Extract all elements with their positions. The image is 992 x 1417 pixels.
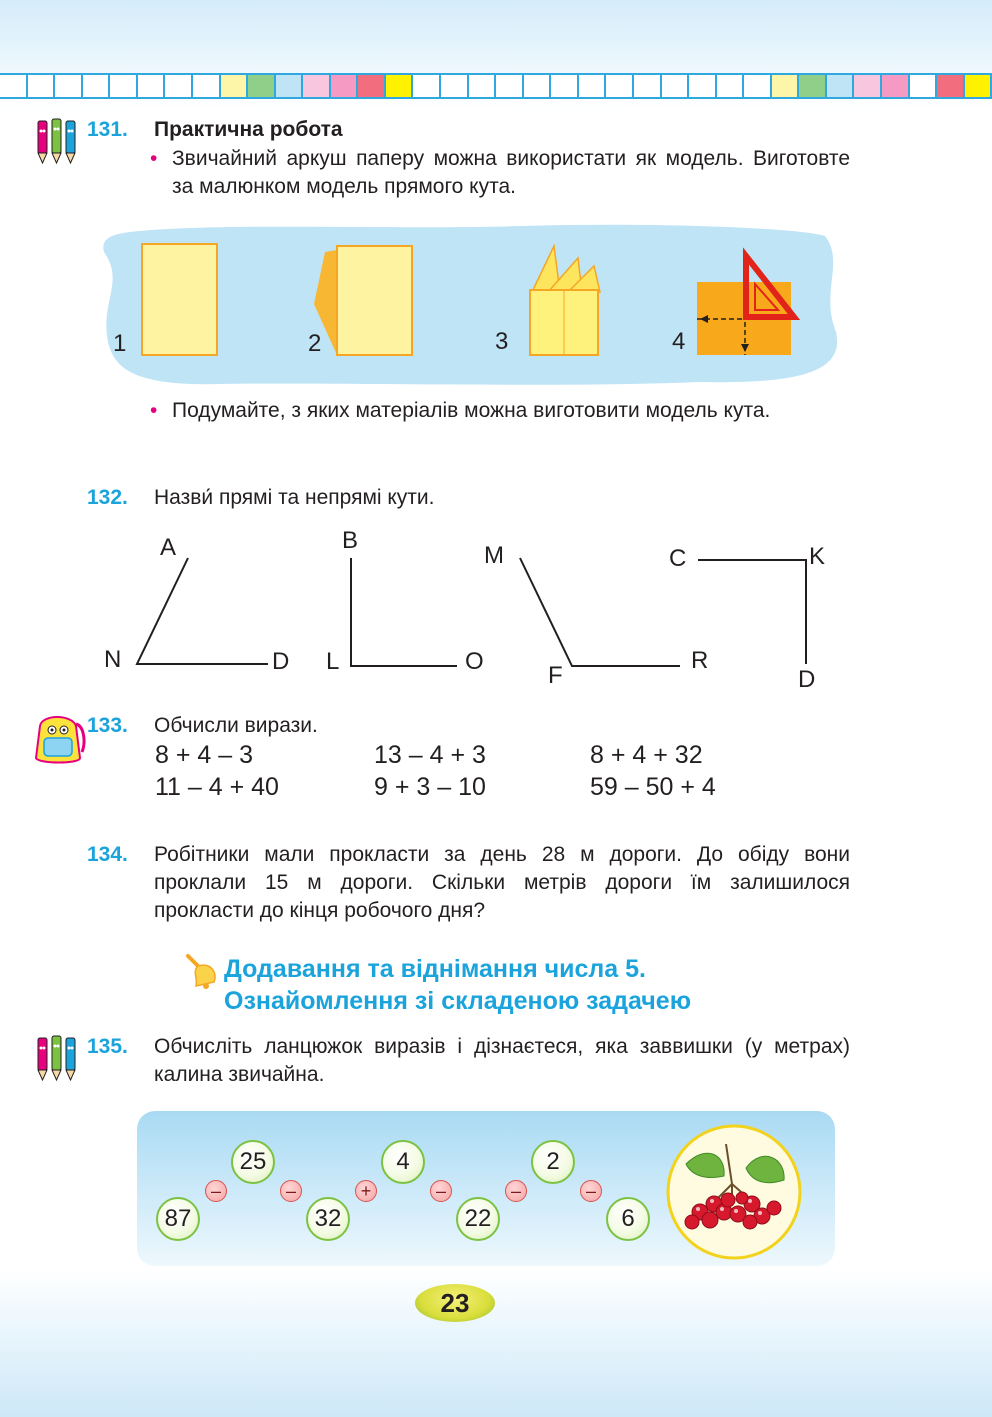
strip-cell <box>742 73 772 99</box>
pencils-icon <box>32 117 84 167</box>
chain-operator: – <box>205 1180 227 1202</box>
strip-cell <box>770 73 800 99</box>
chain-operator: – <box>580 1180 602 1202</box>
task-133-text: Обчисли вирази. <box>154 714 318 737</box>
angle-1-point-a: A <box>160 534 177 561</box>
expression: 11 – 4 + 40 <box>155 773 279 801</box>
chain-number: 32 <box>306 1197 350 1241</box>
strip-cell <box>549 73 579 99</box>
strip-cell <box>274 73 304 99</box>
strip-cell <box>494 73 524 99</box>
strip-cell <box>852 73 882 99</box>
task-134-text: Робітники мали прокласти за день 28 м дороги. До обіду вони проклали 15 м дороги. Скільки метрів дороги їм залишилося прокласти до кінця робочого дня? <box>154 843 850 922</box>
strip-cell <box>191 73 221 99</box>
chain-number: 2 <box>531 1140 575 1184</box>
chain-number: 87 <box>156 1197 200 1241</box>
expression: 8 + 4 + 32 <box>590 741 703 769</box>
angle-3-point-r: R <box>691 647 709 674</box>
expression: 8 + 4 – 3 <box>155 741 253 769</box>
task-131-number: 131. <box>87 118 128 141</box>
task-135-text: Обчисліть ланцюжок виразів і дізнаєтеся, яка заввишки (у метрах) калина звичайна. <box>154 1035 850 1086</box>
angle-2-point-b: B <box>342 527 359 554</box>
chain-operator: – <box>280 1180 302 1202</box>
figure-label-1: 1 <box>113 330 127 357</box>
strip-cell <box>935 73 965 99</box>
bullet-icon: • <box>150 399 158 422</box>
angle-2-point-o: O <box>465 648 484 675</box>
strip-cell <box>687 73 717 99</box>
strip-cell <box>136 73 166 99</box>
strip-cell <box>825 73 855 99</box>
expression: 13 – 4 + 3 <box>374 741 486 769</box>
figure-label-2: 2 <box>308 330 322 357</box>
angle-1-point-d: D <box>272 648 290 675</box>
strip-cell <box>577 73 607 99</box>
strip-cell <box>329 73 359 99</box>
strip-cell <box>908 73 938 99</box>
backpack-icon <box>30 712 86 766</box>
pencils-icon <box>32 1034 84 1084</box>
strip-cell <box>163 73 193 99</box>
task-131-bullet-2: Подумайте, з яких матеріалів можна виготовити модель кута. <box>172 399 771 422</box>
bell-icon <box>184 952 220 992</box>
figure-label-3: 3 <box>495 328 509 355</box>
chain-operator: + <box>355 1180 377 1202</box>
task-134-number: 134. <box>87 843 128 866</box>
strip-cell <box>301 73 331 99</box>
angle-3-point-m: M <box>484 542 504 569</box>
strip-cell <box>411 73 441 99</box>
strip-cell <box>0 73 28 99</box>
angle-4-point-d: D <box>798 666 816 693</box>
task-135-number: 135. <box>87 1035 128 1058</box>
strip-cell <box>715 73 745 99</box>
chain-operator: – <box>505 1180 527 1202</box>
chain-number: 22 <box>456 1197 500 1241</box>
angle-4-point-c: C <box>669 545 687 572</box>
figure-label-4: 4 <box>672 328 686 355</box>
decorative-color-strip <box>0 73 992 99</box>
expression: 59 – 50 + 4 <box>590 773 716 801</box>
strip-cell <box>108 73 138 99</box>
viburnum-berries-illustration <box>666 1124 802 1260</box>
strip-cell <box>522 73 552 99</box>
task-132-text: Назви́ прямі та непрямі кути. <box>154 486 435 509</box>
angle-2-point-l: L <box>326 648 340 675</box>
chain-number: 4 <box>381 1140 425 1184</box>
strip-cell <box>384 73 414 99</box>
strip-cell <box>53 73 83 99</box>
chain-operator: – <box>430 1180 452 1202</box>
angle-3-point-f: F <box>548 662 563 689</box>
task-133-number: 133. <box>87 714 128 737</box>
chain-number: 6 <box>606 1197 650 1241</box>
section-heading-line-2: Ознайомлення зі складеною задачею <box>224 987 692 1015</box>
strip-cell <box>81 73 111 99</box>
strip-cell <box>797 73 827 99</box>
task-131-title: Практична робота <box>154 118 343 141</box>
expression: 9 + 3 – 10 <box>374 773 486 801</box>
strip-cell <box>439 73 469 99</box>
strip-cell <box>467 73 497 99</box>
task-132-number: 132. <box>87 486 128 509</box>
page-number: 23 <box>415 1284 495 1322</box>
strip-cell <box>26 73 56 99</box>
angle-4-point-k: K <box>809 543 826 570</box>
strip-cell <box>632 73 662 99</box>
paper-folding-illustration <box>100 222 845 388</box>
section-heading-line-1: Додавання та віднімання числа 5. <box>224 955 646 983</box>
angle-1-point-n: N <box>104 646 122 673</box>
strip-cell <box>963 73 992 99</box>
strip-cell <box>219 73 249 99</box>
task-131-bullet-1: Звичайний аркуш паперу можна використати як модель. Виготовте за малюнком модель прямого кута. <box>172 147 850 198</box>
strip-cell <box>246 73 276 99</box>
strip-cell <box>604 73 634 99</box>
strip-cell <box>660 73 690 99</box>
strip-cell <box>880 73 910 99</box>
chain-number: 25 <box>231 1140 275 1184</box>
strip-cell <box>356 73 386 99</box>
bullet-icon: • <box>150 147 158 170</box>
